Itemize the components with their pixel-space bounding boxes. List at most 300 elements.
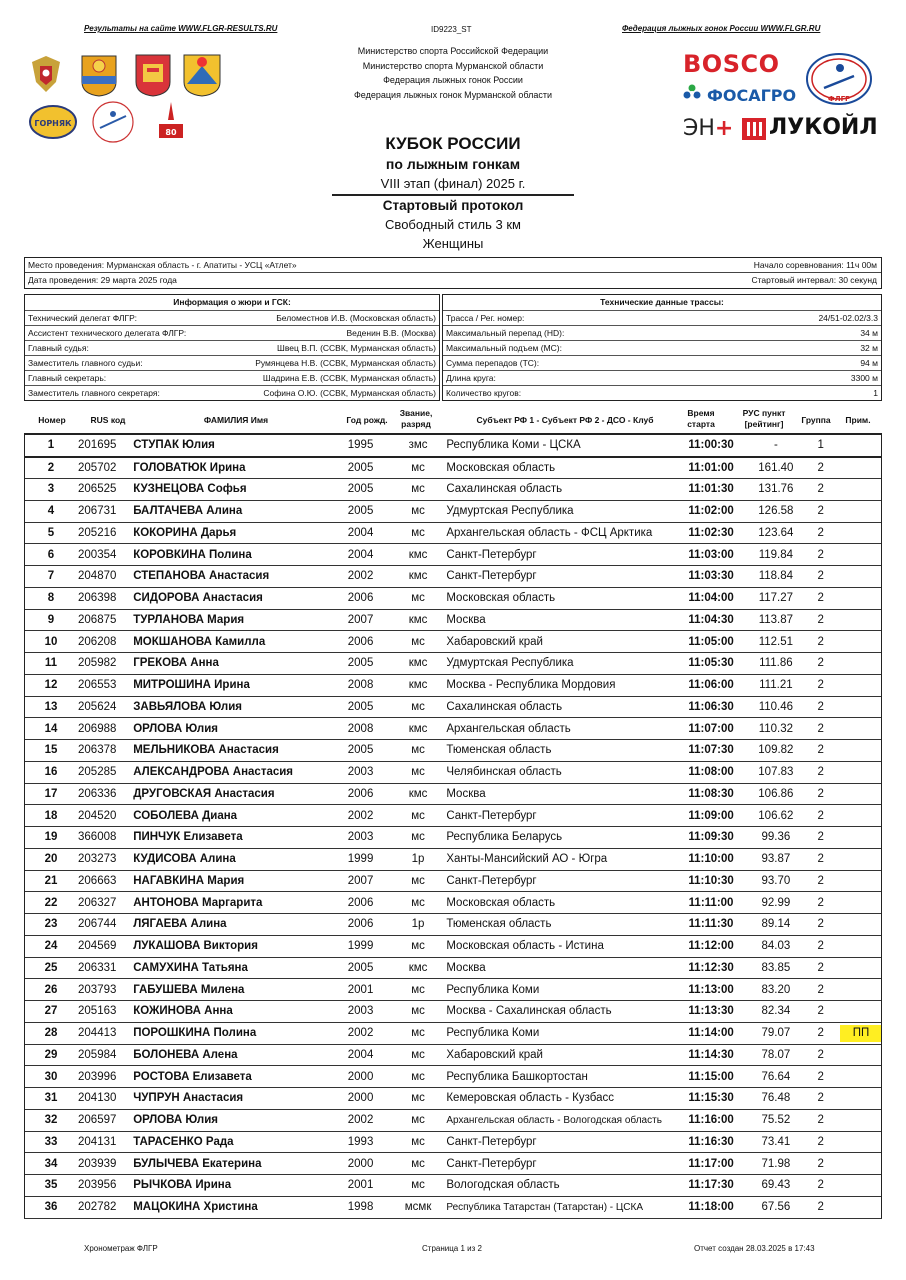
rus-code: 205984: [78, 1044, 133, 1066]
region: Архангельская область: [446, 718, 672, 740]
group: 2: [801, 1066, 839, 1088]
stage-title: VIII этап (финал) 2025 г.: [380, 176, 526, 191]
region: Санкт-Петербург: [446, 1153, 672, 1175]
track-row: [443, 340, 881, 355]
fosagro-logo: ФОСАГРО: [707, 86, 797, 105]
points: 111.21: [750, 674, 801, 696]
rus-code: 206597: [78, 1109, 133, 1131]
region: Хабаровский край: [446, 1044, 672, 1066]
region: Санкт-Петербург: [446, 870, 672, 892]
start-time: 11:06:30: [672, 696, 750, 718]
note: [840, 1022, 882, 1044]
athlete-name: КУДИСОВА Алина: [133, 848, 331, 870]
track-label: Количество кругов:: [446, 388, 522, 398]
region: Санкт-Петербург: [446, 805, 672, 827]
group: 2: [801, 1109, 839, 1131]
table-row: [24, 587, 882, 609]
athlete-name: СТЕПАНОВА Анастасия: [133, 566, 331, 588]
start-time: 11:12:30: [672, 957, 750, 979]
track-label: Длина круга:: [446, 373, 496, 383]
rank: кмс: [390, 674, 447, 696]
start-number: 23: [24, 914, 78, 936]
athlete-name: КОКОРИНА Дарья: [133, 522, 331, 544]
region: Республика Беларусь: [446, 827, 672, 849]
birth-year: 2000: [331, 1088, 389, 1110]
birth-year: 2005: [331, 479, 389, 501]
table-row: [24, 1088, 882, 1110]
athlete-name: МАЦОКИНА Христина: [133, 1196, 331, 1218]
note: [840, 827, 882, 849]
table-right-border: [881, 435, 882, 1218]
region: Республика Коми: [446, 979, 672, 1001]
start-time: 11:13:00: [672, 979, 750, 1001]
rus-code: 203273: [78, 848, 133, 870]
athlete-name: СТУПАК Юлия: [133, 435, 331, 457]
start-time: 11:14:30: [672, 1044, 750, 1066]
footer-timing: Хронометраж ФЛГР: [84, 1244, 158, 1253]
start-number: 14: [24, 718, 78, 740]
birth-year: 2007: [331, 870, 389, 892]
athlete-name: ЛЯГАЕВА Алина: [133, 914, 331, 936]
rus-code: 206744: [78, 914, 133, 936]
table-row: [24, 1175, 882, 1197]
start-time: 11:07:30: [672, 740, 750, 762]
group: 2: [801, 631, 839, 653]
points: 78.07: [750, 1044, 801, 1066]
group: 2: [801, 653, 839, 675]
note: [840, 435, 882, 457]
rank: кмс: [390, 609, 447, 631]
points: 83.20: [750, 979, 801, 1001]
points: 110.46: [750, 696, 801, 718]
col-group: Группа: [801, 415, 831, 425]
rank: мс: [390, 1131, 447, 1153]
note: [840, 1175, 882, 1197]
start-time: 11:00:30: [672, 435, 750, 457]
points: 111.86: [750, 653, 801, 675]
rank: мс: [390, 870, 447, 892]
points: -: [750, 435, 801, 457]
jury-row: [25, 385, 439, 400]
table-row: [24, 957, 882, 979]
points: 112.51: [750, 631, 801, 653]
note: [840, 587, 882, 609]
document-id: ID9223_ST: [431, 25, 472, 34]
group: 2: [801, 957, 839, 979]
note: [840, 783, 882, 805]
note: [840, 935, 882, 957]
rank: мс: [390, 1001, 447, 1023]
athlete-name: ДРУГОВСКАЯ Анастасия: [133, 783, 331, 805]
track-row: [443, 370, 881, 385]
points: 109.82: [750, 740, 801, 762]
track-value: 3300 м: [850, 373, 878, 383]
birth-year: 2007: [331, 609, 389, 631]
start-time: 11:18:00: [672, 1196, 750, 1218]
results-site-link[interactable]: Результаты на сайте WWW.FLGR-RESULTS.RU: [84, 24, 278, 33]
region: Хабаровский край: [446, 631, 672, 653]
rus-code: 366008: [78, 827, 133, 849]
athlete-name: ПОРОШКИНА Полина: [133, 1022, 331, 1044]
group: 2: [801, 696, 839, 718]
col-rus-code: RUS код: [90, 415, 126, 425]
rank: мсмк: [390, 1196, 447, 1218]
start-number: 21: [24, 870, 78, 892]
group: 2: [801, 1001, 839, 1023]
note: [840, 805, 882, 827]
start-list-table: [24, 435, 882, 1219]
group: 2: [801, 783, 839, 805]
birth-year: 2008: [331, 674, 389, 696]
col-start-time: Время старта: [687, 408, 715, 429]
group: 2: [801, 761, 839, 783]
birth-year: 1998: [331, 1196, 389, 1218]
col-number: Номер: [38, 415, 66, 425]
points: 93.70: [750, 870, 801, 892]
table-row: [24, 914, 882, 936]
rank: 1р: [390, 848, 447, 870]
flgr-site-link[interactable]: Федерация лыжных гонок России WWW.FLGR.RU: [622, 24, 821, 33]
note: [840, 848, 882, 870]
birth-year: 1999: [331, 848, 389, 870]
track-label: Сумма перепадов (TC):: [446, 358, 540, 368]
rus-code: 200354: [78, 544, 133, 566]
birth-year: 1995: [331, 435, 389, 457]
birth-year: 2004: [331, 522, 389, 544]
rus-code: 203939: [78, 1153, 133, 1175]
jury-role: Ассистент технического делегата ФЛГР:: [28, 328, 187, 338]
rank: кмс: [390, 718, 447, 740]
points: 75.52: [750, 1109, 801, 1131]
start-number: 5: [24, 522, 78, 544]
athlete-name: МИТРОШИНА Ирина: [133, 674, 331, 696]
start-time: 11:10:30: [672, 870, 750, 892]
group: 2: [801, 1131, 839, 1153]
birth-year: 1993: [331, 1131, 389, 1153]
table-left-border: [24, 435, 25, 1218]
track-row: [443, 355, 881, 370]
group: 2: [801, 674, 839, 696]
athlete-name: СИДОРОВА Анастасия: [133, 587, 331, 609]
group: 2: [801, 805, 839, 827]
athlete-name: ГРЕКОВА Анна: [133, 653, 331, 675]
birth-year: 1999: [331, 935, 389, 957]
note: [840, 870, 882, 892]
rank: 1р: [390, 914, 447, 936]
group: 2: [801, 587, 839, 609]
birth-year: 2002: [331, 1109, 389, 1131]
note: [840, 1153, 882, 1175]
start-time: 11:11:00: [672, 892, 750, 914]
group: 2: [801, 1044, 839, 1066]
table-row: [24, 609, 882, 631]
note: [840, 653, 882, 675]
rank: мс: [390, 1175, 447, 1197]
jury-row: [25, 355, 439, 370]
rus-code: 203793: [78, 979, 133, 1001]
birth-year: 2003: [331, 827, 389, 849]
birth-year: 2005: [331, 457, 389, 479]
start-number: 4: [24, 500, 78, 522]
col-points: РУС пункт [рейтинг]: [742, 408, 786, 429]
rank: мс: [390, 805, 447, 827]
birth-year: 2005: [331, 500, 389, 522]
start-number: 34: [24, 1153, 78, 1175]
note-badge: ПП: [840, 1025, 882, 1042]
table-row: [24, 761, 882, 783]
region: Санкт-Петербург: [446, 544, 672, 566]
col-rank: Звание, разряд: [399, 408, 433, 429]
note: [840, 522, 882, 544]
rank: мс: [390, 1109, 447, 1131]
region: Тюменская область: [446, 914, 672, 936]
athlete-name: БОЛОНЕВА Алена: [133, 1044, 331, 1066]
murmansk-region-emblem-icon: [78, 52, 120, 98]
athlete-name: БУЛЫЧЕВА Екатерина: [133, 1153, 331, 1175]
rank: кмс: [390, 544, 447, 566]
note: [840, 609, 882, 631]
birth-year: 2004: [331, 1044, 389, 1066]
athlete-name: ТАРАСЕНКО Рада: [133, 1131, 331, 1153]
start-number: 22: [24, 892, 78, 914]
jury-person: Беломестнов И.В. (Московская область): [276, 313, 436, 323]
start-number: 17: [24, 783, 78, 805]
start-number: 20: [24, 848, 78, 870]
start-number: 27: [24, 1001, 78, 1023]
rus-code: 205702: [78, 457, 133, 479]
rank: мс: [390, 1088, 447, 1110]
group: 2: [801, 827, 839, 849]
rank: мс: [390, 1153, 447, 1175]
note: [840, 1196, 882, 1218]
start-time: 11:04:30: [672, 609, 750, 631]
svg-text:ФЛГР: ФЛГР: [827, 95, 851, 103]
start-number: 30: [24, 1066, 78, 1088]
start-number: 35: [24, 1175, 78, 1197]
title-divider: [332, 194, 574, 196]
rank: мс: [390, 500, 447, 522]
bosco-logo: BOSCO: [683, 50, 780, 78]
rank: мс: [390, 979, 447, 1001]
points: 119.84: [750, 544, 801, 566]
points: 107.83: [750, 761, 801, 783]
group: 2: [801, 544, 839, 566]
athlete-name: МОКШАНОВА Камилла: [133, 631, 331, 653]
jury-header: Информация о жюри и ГСК:: [173, 297, 291, 307]
rus-code: 205216: [78, 522, 133, 544]
track-row: [443, 385, 881, 400]
organizer-line: Федерация лыжных гонок Мурманской области: [353, 89, 553, 100]
start-time: 11:08:00: [672, 761, 750, 783]
report-created: Отчет создан 28.03.2025 в 17:43: [694, 1244, 815, 1253]
start-number: 9: [24, 609, 78, 631]
table-row: [24, 1196, 882, 1218]
athlete-name: БАЛТАЧЕВА Алина: [133, 500, 331, 522]
start-number: 11: [24, 653, 78, 675]
table-row: [24, 522, 882, 544]
birth-year: 2001: [331, 979, 389, 1001]
start-time: 11:17:30: [672, 1175, 750, 1197]
birth-year: 2005: [331, 740, 389, 762]
rank: мс: [390, 935, 447, 957]
rus-code: 204520: [78, 805, 133, 827]
rank: кмс: [390, 653, 447, 675]
table-row: [24, 783, 882, 805]
start-number: 29: [24, 1044, 78, 1066]
start-number: 33: [24, 1131, 78, 1153]
region: Архангельская область - Вологодская область: [446, 1109, 672, 1131]
start-time: 11:15:00: [672, 1066, 750, 1088]
cup-title: КУБОК РОССИИ: [385, 134, 521, 153]
athlete-name: НАГАВКИНА Мария: [133, 870, 331, 892]
start-number: 32: [24, 1109, 78, 1131]
group: 2: [801, 848, 839, 870]
group: 2: [801, 500, 839, 522]
table-row: [24, 479, 882, 501]
birth-year: 2006: [331, 587, 389, 609]
athlete-name: РОСТОВА Елизавета: [133, 1066, 331, 1088]
start-number: 26: [24, 979, 78, 1001]
birth-year: 2006: [331, 783, 389, 805]
points: 71.98: [750, 1153, 801, 1175]
points: 106.86: [750, 783, 801, 805]
points: 84.03: [750, 935, 801, 957]
start-time: 11:15:30: [672, 1088, 750, 1110]
rus-code: 206553: [78, 674, 133, 696]
birth-year: 2002: [331, 566, 389, 588]
start-number: 6: [24, 544, 78, 566]
start-number: 12: [24, 674, 78, 696]
region: Москва: [446, 783, 672, 805]
points: 89.14: [750, 914, 801, 936]
lukoil-logo: ЛУКОЙЛ: [769, 115, 878, 140]
points: 69.43: [750, 1175, 801, 1197]
start-time: 11:07:00: [672, 718, 750, 740]
table-row: [24, 566, 882, 588]
track-label: Трасса / Рег. номер:: [446, 313, 525, 323]
start-time: 11:02:00: [672, 500, 750, 522]
group: 2: [801, 1175, 839, 1197]
group: 2: [801, 870, 839, 892]
start-number: 24: [24, 935, 78, 957]
jury-role: Заместитель главного секретаря:: [28, 388, 160, 398]
rank: мс: [390, 457, 447, 479]
points: 83.85: [750, 957, 801, 979]
note: [840, 957, 882, 979]
organizer-line: Министерство спорта Мурманской области: [362, 60, 544, 71]
table-row: [24, 696, 882, 718]
rus-code: 206731: [78, 500, 133, 522]
group: 2: [801, 1022, 839, 1044]
en-plus-text: ЭН: [683, 116, 715, 141]
note: [840, 1109, 882, 1131]
track-label: Максимальный перепад (HD):: [446, 328, 565, 338]
jury-row: [25, 370, 439, 385]
kirovsk-emblem-icon: [181, 52, 223, 98]
start-number: 1: [24, 435, 78, 457]
protocol-title: Стартовый протокол: [382, 198, 524, 213]
track-header: Технические данные трассы:: [600, 297, 724, 307]
region: Москва - Республика Мордовия: [446, 674, 672, 696]
start-number: 10: [24, 631, 78, 653]
note: [840, 914, 882, 936]
rus-code: 206327: [78, 892, 133, 914]
group: 2: [801, 1088, 839, 1110]
start-time: 11:05:00: [672, 631, 750, 653]
title-block: [0, 134, 906, 154]
flgr-emblem-icon: [804, 52, 874, 106]
start-number: 31: [24, 1088, 78, 1110]
birth-year: 2001: [331, 1175, 389, 1197]
table-row: [24, 979, 882, 1001]
birth-year: 2002: [331, 805, 389, 827]
jury-role: Технический делегат ФЛГР:: [28, 313, 137, 323]
region: Санкт-Петербург: [446, 566, 672, 588]
table-row: [24, 805, 882, 827]
table-row: [24, 892, 882, 914]
athlete-name: ПИНЧУК Елизавета: [133, 827, 331, 849]
rank: кмс: [390, 566, 447, 588]
athlete-name: АНТОНОВА Маргарита: [133, 892, 331, 914]
rus-code: 206875: [78, 609, 133, 631]
rus-code: 206525: [78, 479, 133, 501]
start-time: 11:01:00: [672, 457, 750, 479]
group: 2: [801, 1196, 839, 1218]
table-row: [24, 935, 882, 957]
group: 2: [801, 479, 839, 501]
rus-code: 204131: [78, 1131, 133, 1153]
start-time: 11:03:30: [672, 566, 750, 588]
note: [840, 892, 882, 914]
points: 110.32: [750, 718, 801, 740]
start-time: 11:02:30: [672, 522, 750, 544]
note: [840, 740, 882, 762]
table-row: [24, 674, 882, 696]
venue-box: [24, 257, 882, 289]
group: 2: [801, 914, 839, 936]
points: 118.84: [750, 566, 801, 588]
organizer-line: Федерация лыжных гонок России: [383, 75, 523, 85]
region: Московская область: [446, 587, 672, 609]
athlete-name: ОРЛОВА Юлия: [133, 1109, 331, 1131]
athlete-name: САМУХИНА Татьяна: [133, 957, 331, 979]
table-row: [24, 457, 882, 479]
start-time: 11:06:00: [672, 674, 750, 696]
note: [840, 696, 882, 718]
track-value: 24/51-02.02/3.3: [818, 313, 878, 323]
start-time: 11:13:30: [672, 1001, 750, 1023]
rank: кмс: [390, 783, 447, 805]
jury-role: Главный судья:: [28, 343, 89, 353]
table-row: [24, 870, 882, 892]
start-number: 28: [24, 1022, 78, 1044]
group: 2: [801, 457, 839, 479]
table-row: [24, 1001, 882, 1023]
athlete-name: ОРЛОВА Юлия: [133, 718, 331, 740]
region: Москва: [446, 609, 672, 631]
rank: мс: [390, 740, 447, 762]
cup-subtitle: по лыжным гонкам: [385, 156, 521, 172]
region: Санкт-Петербург: [446, 1131, 672, 1153]
rus-code: 206988: [78, 718, 133, 740]
group: 1: [801, 435, 839, 457]
start-number: 18: [24, 805, 78, 827]
region: Москва - Сахалинская область: [446, 1001, 672, 1023]
table-row: [24, 653, 882, 675]
jury-role: Заместитель главного судьи:: [28, 358, 143, 368]
start-number: 16: [24, 761, 78, 783]
organizers: [300, 44, 606, 102]
